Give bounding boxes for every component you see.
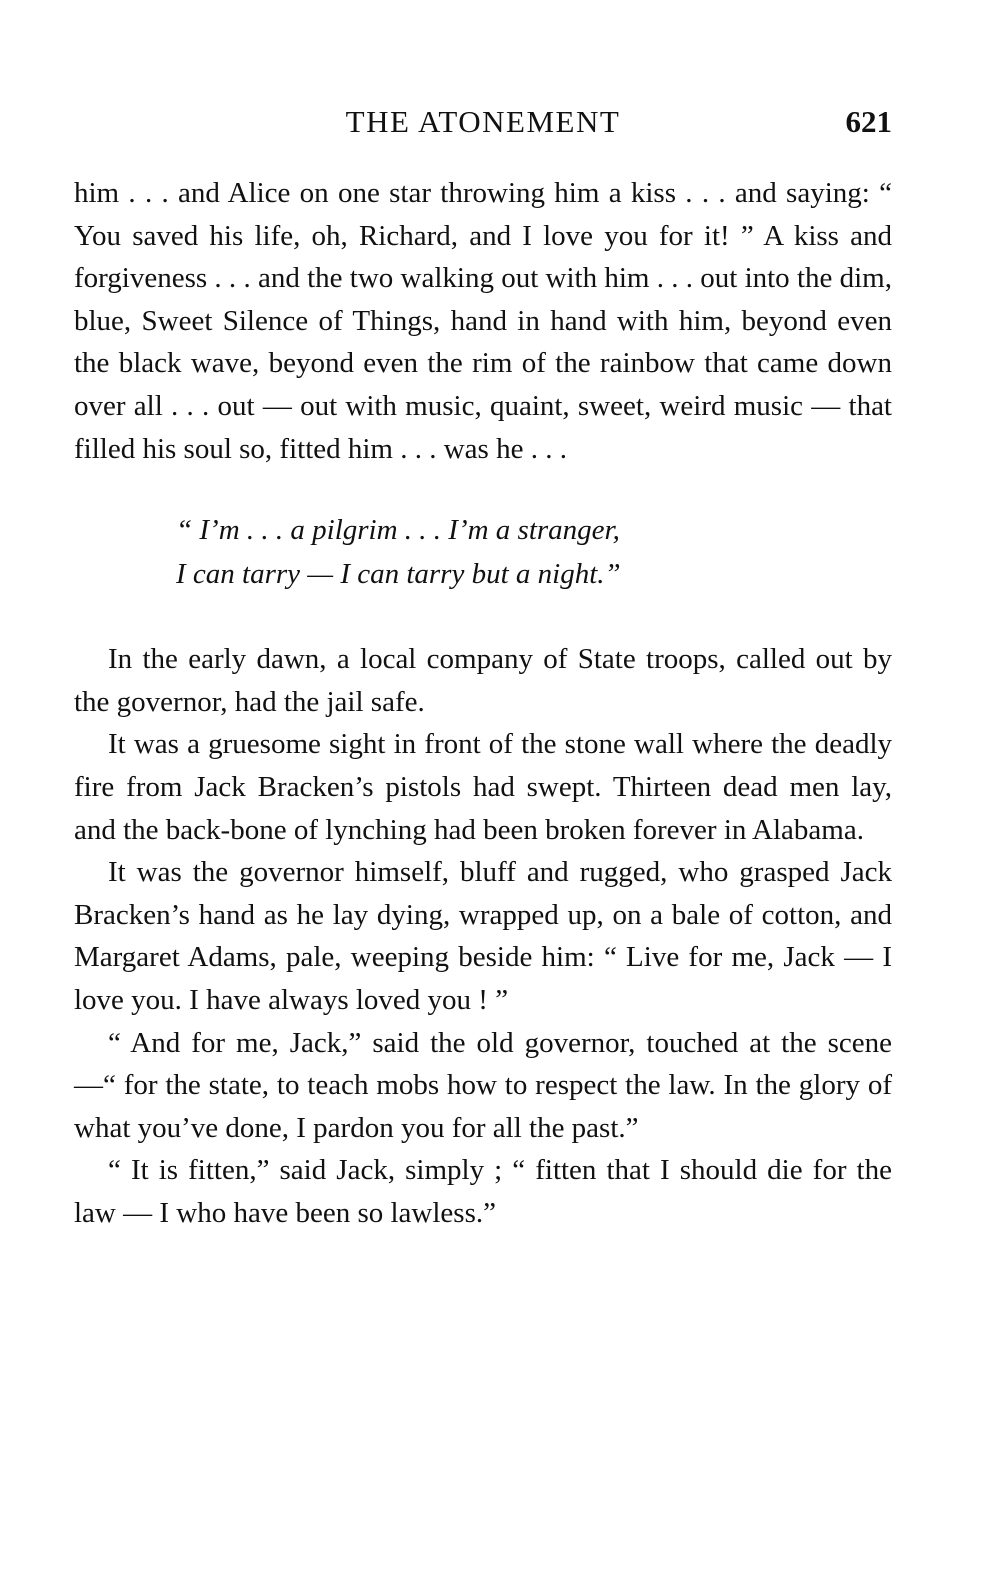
paragraph: It was the governor himself, bluff and rugged, who grasped Jack Bracken’s hand as he lay dying, wrapped up, on a bale of cotton, and Margaret Adams, pale, weeping beside him: “ Live for me, Jack — I love you. I have always loved you ! ” (74, 856, 892, 1016)
paragraph: “ And for me, Jack,” said the old governor, touched at the scene —“ for the state, to teach mobs how to respect the law. In the glory of what you’ve done, I pardon you for all the past.” (74, 1026, 892, 1144)
body-text (74, 172, 892, 1234)
paragraph: “ It is fitten,” said Jack, simply ; “ fitten that I should die for the law — I who have been so lawless.” (74, 1154, 892, 1229)
running-head (74, 104, 892, 150)
verse-quote (74, 508, 892, 596)
paragraph-continued: him . . . and Alice on one star throwing him a kiss . . . and saying: “ You saved his life, oh, Richard, and I love you for it! ” A kiss and forgiveness . . . and the two walking out with him . . . out into the dim, blue, Sweet Silence of Things, hand in hand with him, beyond even the black wave, beyond even the rim of the rainbow that came down over all . . . out — out with music, quaint, sweet, weird music — that filled his soul so, fitted him . . . was he . . . (74, 177, 892, 465)
page-number: 621 (845, 104, 892, 139)
verse-line: “ I’m . . . a pilgrim . . . I’m a stranger, (176, 514, 620, 547)
book-page (74, 104, 892, 1234)
paragraph: It was a gruesome sight in front of the stone wall where the deadly fire from Jack Bracken’s pistols had swept. Thirteen dead men lay, and the back-bone of lynching had been broken forever in Alabama. (74, 728, 892, 846)
paragraph: In the early dawn, a local company of State troops, called out by the governor, had the jail safe. (74, 643, 892, 718)
verse-line: I can tarry — I can tarry but a night.” (176, 558, 621, 591)
running-title: THE ATONEMENT (345, 104, 621, 139)
